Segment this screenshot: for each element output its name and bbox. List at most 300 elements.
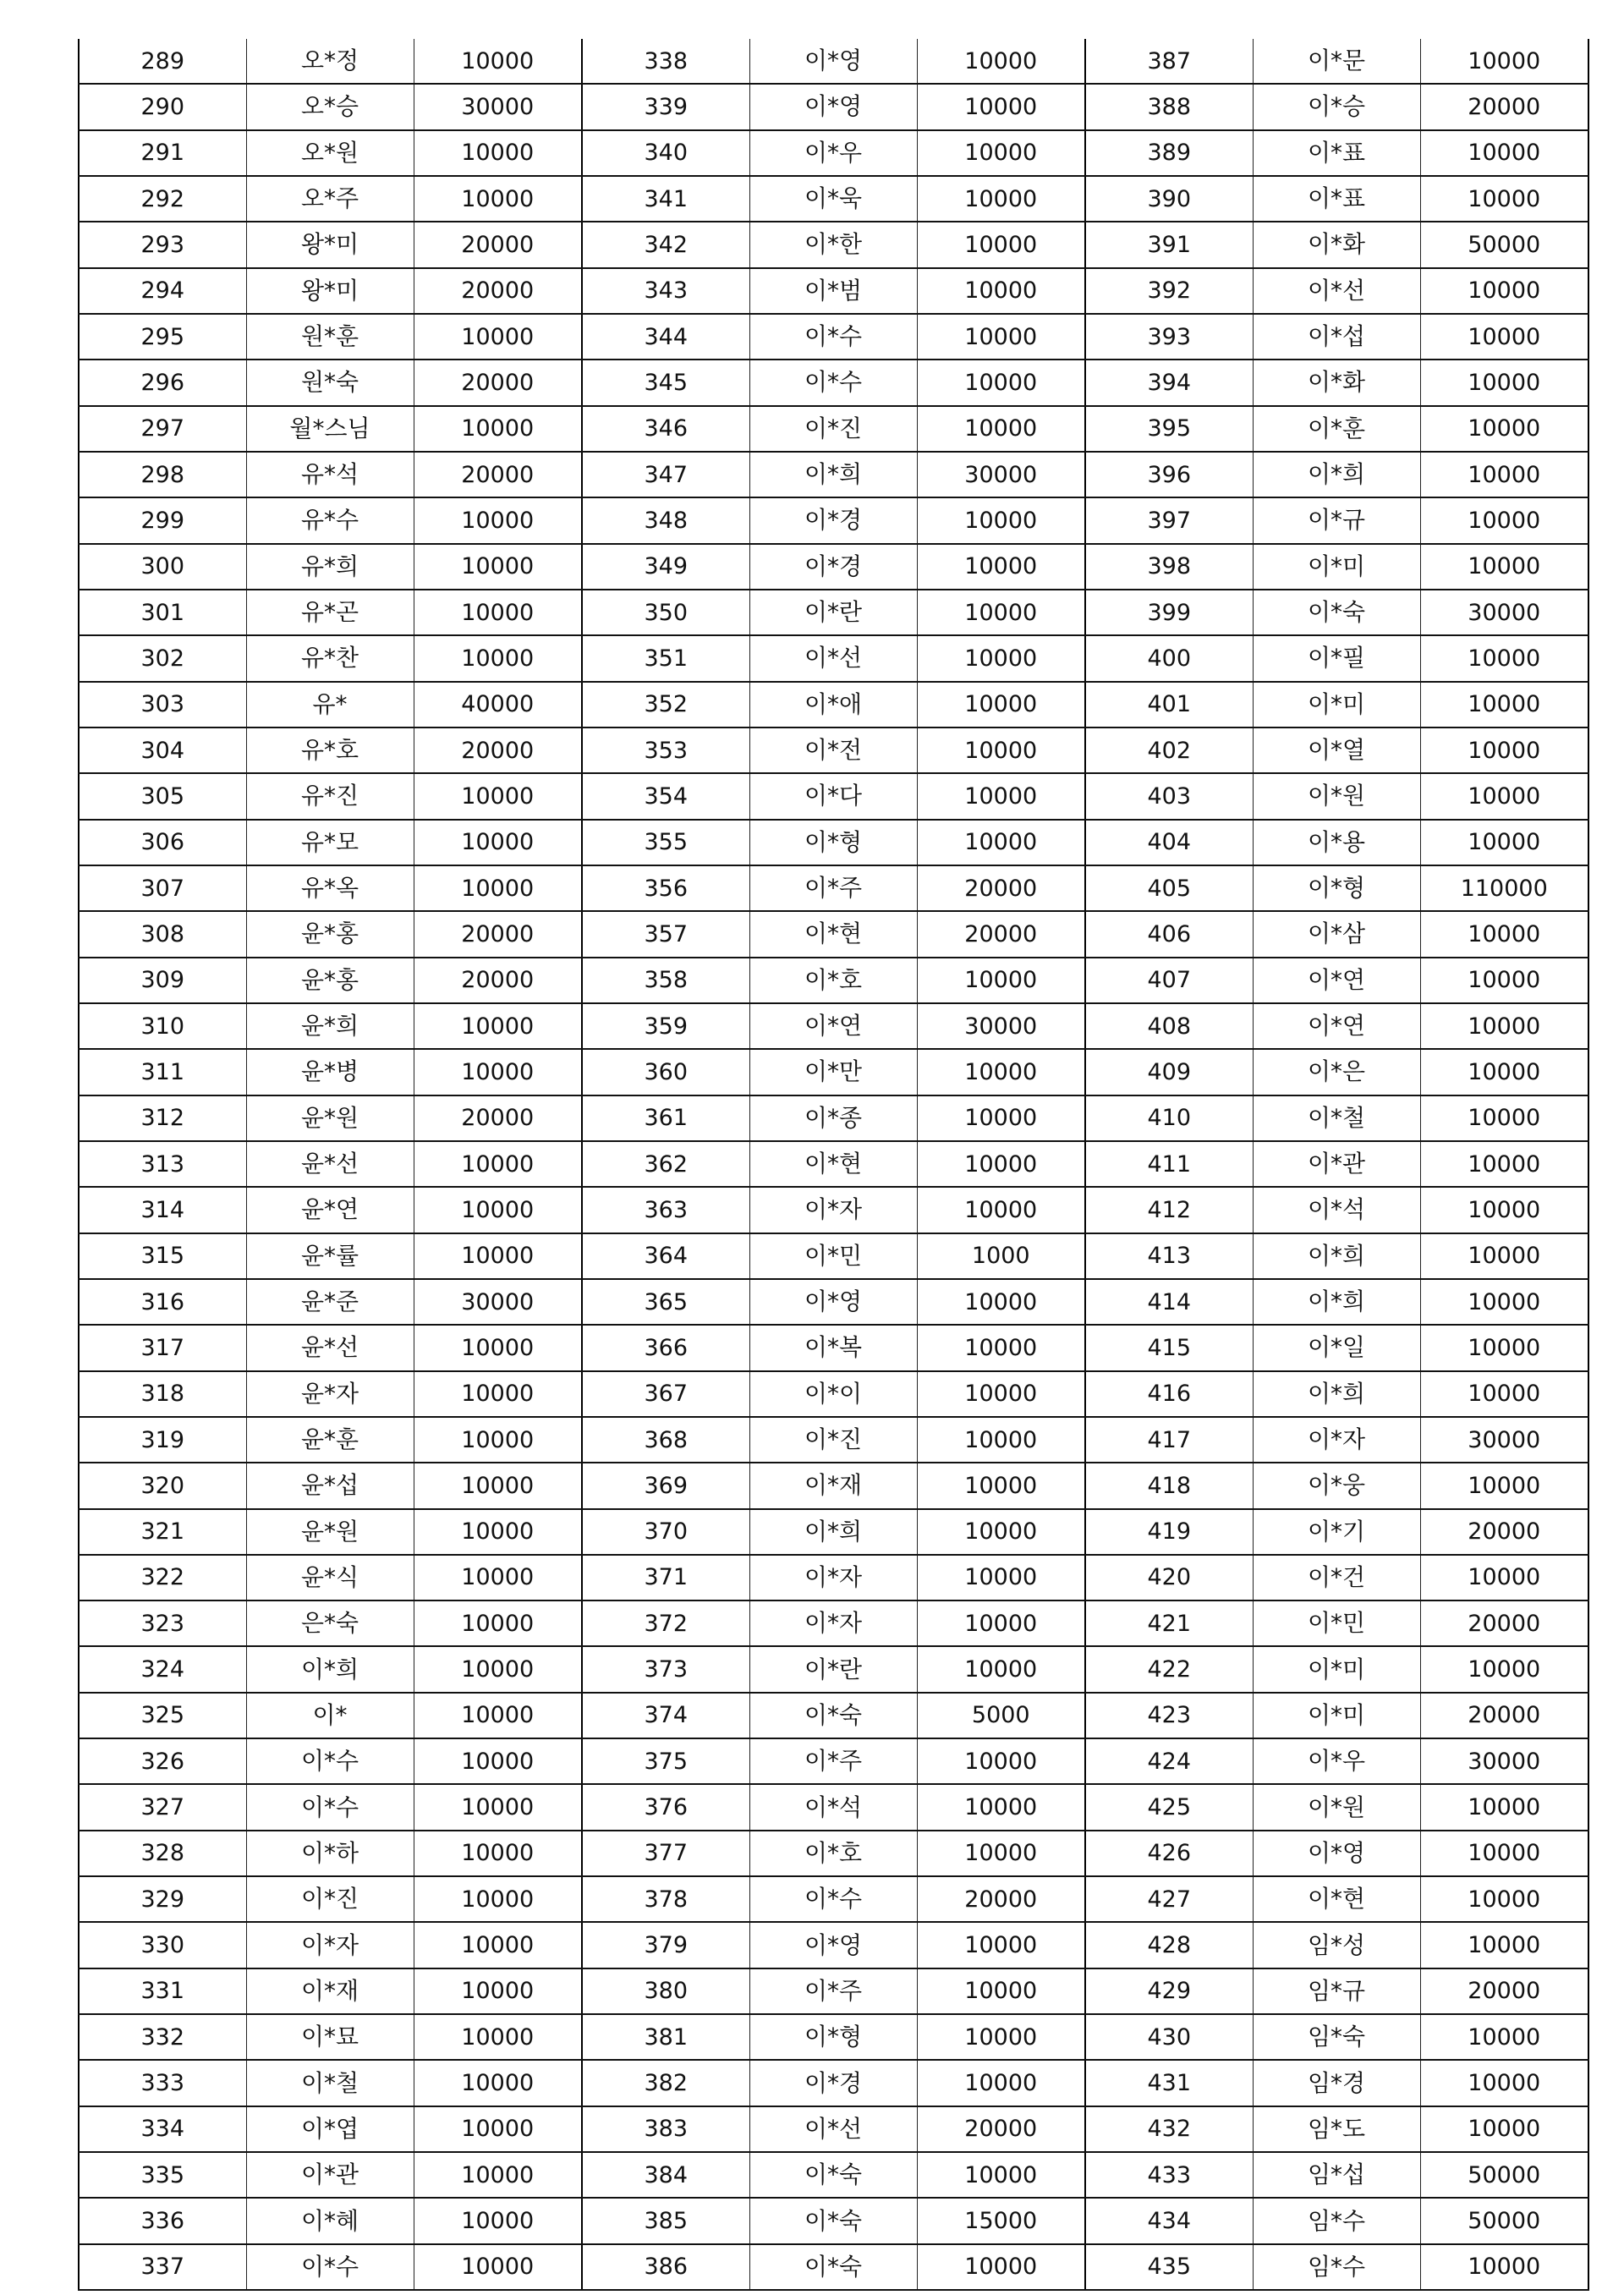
entry-number: 332 [79,2014,246,2060]
donor-name: 이*필 [1253,635,1420,681]
table-row [79,1463,1588,1508]
donation-amount: 40000 [414,682,582,727]
entry-number: 393 [1085,314,1253,360]
donor-name: 이*건 [1253,1555,1420,1600]
table-row [79,1922,1588,1968]
donation-amount: 10000 [414,39,582,84]
donation-amount: 10000 [414,1600,582,1646]
donation-amount: 10000 [414,406,582,452]
entry-number: 428 [1085,1922,1253,1968]
table-row [79,1003,1588,1049]
entry-number: 434 [1085,2198,1253,2243]
entry-number: 413 [1085,1233,1253,1279]
donor-name: 이*숙 [749,1693,917,1738]
donor-name: 이*선 [749,635,917,681]
table-row [79,1693,1588,1738]
donor-name: 이*희 [246,1646,414,1692]
donor-name: 이*한 [749,222,917,267]
donation-amount: 30000 [1420,590,1588,635]
donor-name: 이*웅 [1253,1463,1420,1508]
donor-name: 오*승 [246,84,414,129]
table-row [79,130,1588,176]
table-row [79,497,1588,543]
donation-amount: 10000 [414,820,582,865]
table-row [79,1784,1588,1830]
donor-name: 유* [246,682,414,727]
donation-amount: 10000 [917,1279,1085,1325]
entry-number: 342 [582,222,749,267]
entry-number: 339 [582,84,749,129]
donor-name: 이*영 [749,1279,917,1325]
donation-amount: 10000 [917,820,1085,865]
donor-name: 이*철 [246,2060,414,2106]
donation-amount: 10000 [1420,1325,1588,1370]
donation-amount: 10000 [1420,1646,1588,1692]
entry-number: 427 [1085,1876,1253,1922]
donor-name: 이*진 [246,1876,414,1922]
donation-amount: 10000 [917,1784,1085,1830]
donor-name: 이*미 [1253,1693,1420,1738]
entry-number: 424 [1085,1738,1253,1784]
entry-number: 302 [79,635,246,681]
entry-number: 398 [1085,544,1253,590]
table-row [79,2060,1588,2106]
donation-amount: 10000 [414,2244,582,2290]
donation-amount: 50000 [1420,2152,1588,2198]
donor-name: 이*현 [749,911,917,957]
donor-name: 이*연 [1253,1003,1420,1049]
entry-number: 304 [79,727,246,773]
donor-name: 이*민 [749,1233,917,1279]
donor-name: 이*자 [749,1187,917,1233]
entry-number: 392 [1085,268,1253,314]
donor-name: 이*석 [749,1784,917,1830]
donation-amount: 10000 [414,2060,582,2106]
donation-amount: 10000 [917,2244,1085,2290]
donation-amount: 10000 [414,1233,582,1279]
donation-amount: 10000 [414,2014,582,2060]
donation-amount: 10000 [917,544,1085,590]
donor-name: 이*규 [1253,497,1420,543]
entry-number: 344 [582,314,749,360]
donor-name: 유*석 [246,452,414,497]
entry-number: 367 [582,1371,749,1417]
donation-amount: 10000 [917,84,1085,129]
donor-name: 이*우 [749,130,917,176]
donor-name: 원*숙 [246,360,414,405]
entry-number: 354 [582,773,749,819]
donation-amount: 20000 [917,1876,1085,1922]
donation-amount: 20000 [1420,1693,1588,1738]
table-row [79,958,1588,1003]
donation-amount: 20000 [1420,1509,1588,1555]
table-row [79,1555,1588,1600]
donor-name: 윤*식 [246,1555,414,1600]
entry-number: 391 [1085,222,1253,267]
donation-amount: 10000 [414,2198,582,2243]
entry-number: 341 [582,176,749,222]
donation-amount: 10000 [1420,682,1588,727]
table-row [79,1233,1588,1279]
entry-number: 410 [1085,1095,1253,1141]
donation-amount: 10000 [1420,39,1588,84]
donation-amount: 20000 [414,1095,582,1141]
donation-amount: 10000 [917,1417,1085,1463]
entry-number: 351 [582,635,749,681]
donation-amount: 10000 [1420,176,1588,222]
entry-number: 400 [1085,635,1253,681]
donation-amount: 20000 [414,911,582,957]
donor-name: 이*선 [749,2106,917,2152]
entry-number: 421 [1085,1600,1253,1646]
donation-amount: 10000 [1420,1003,1588,1049]
donor-name: 이*재 [749,1463,917,1508]
donation-amount: 10000 [1420,958,1588,1003]
donation-amount: 10000 [1420,773,1588,819]
donor-name: 이*희 [1253,1371,1420,1417]
donor-name: 왕*미 [246,222,414,267]
entry-number: 375 [582,1738,749,1784]
donor-name: 유*찬 [246,635,414,681]
donor-name: 이*미 [1253,682,1420,727]
table-row [79,820,1588,865]
donor-name: 이*수 [749,360,917,405]
table-row [79,222,1588,267]
entry-number: 406 [1085,911,1253,957]
donor-name: 오*주 [246,176,414,222]
donor-name: 이*은 [1253,1049,1420,1095]
donor-name: 이*우 [1253,1738,1420,1784]
donor-name: 이*하 [246,1831,414,1876]
donation-amount: 10000 [1420,1049,1588,1095]
donation-amount: 10000 [1420,130,1588,176]
donor-name: 이*영 [749,1922,917,1968]
donor-name: 윤*연 [246,1187,414,1233]
donor-name: 임*섭 [1253,2152,1420,2198]
donation-amount: 10000 [917,497,1085,543]
table-row [79,452,1588,497]
donation-amount: 10000 [1420,452,1588,497]
entry-number: 411 [1085,1141,1253,1187]
entry-number: 311 [79,1049,246,1095]
table-row [79,1738,1588,1784]
donor-name: 이*미 [1253,544,1420,590]
donor-name: 이*영 [749,39,917,84]
donation-amount: 10000 [1420,1463,1588,1508]
entry-number: 313 [79,1141,246,1187]
entry-number: 380 [582,1968,749,2014]
donation-amount: 10000 [1420,911,1588,957]
donor-name: 이*화 [1253,360,1420,405]
donor-name: 이*경 [749,544,917,590]
entry-number: 373 [582,1646,749,1692]
donation-amount: 10000 [917,635,1085,681]
donor-name: 이*호 [749,958,917,1003]
table-row [79,727,1588,773]
donation-amount: 10000 [917,176,1085,222]
donation-amount: 10000 [414,1784,582,1830]
donation-amount: 10000 [414,1141,582,1187]
donation-amount: 10000 [1420,268,1588,314]
donor-name: 이*희 [749,1509,917,1555]
table-row [79,2198,1588,2243]
donor-name: 이*화 [1253,222,1420,267]
donation-amount: 10000 [1420,497,1588,543]
entry-number: 334 [79,2106,246,2152]
table-row [79,1049,1588,1095]
donation-amount: 30000 [414,84,582,129]
entry-number: 324 [79,1646,246,1692]
donor-name: 임*수 [1253,2198,1420,2243]
donor-name: 이*재 [246,1968,414,2014]
entry-number: 340 [582,130,749,176]
entry-number: 395 [1085,406,1253,452]
donor-name: 이*관 [246,2152,414,2198]
donor-name: 임*성 [1253,1922,1420,1968]
entry-number: 372 [582,1600,749,1646]
donation-amount: 10000 [1420,1831,1588,1876]
table-row [79,865,1588,911]
donor-name: 은*숙 [246,1600,414,1646]
donor-name: 이*용 [1253,820,1420,865]
donation-amount: 20000 [917,2106,1085,2152]
entry-number: 363 [582,1187,749,1233]
entry-number: 308 [79,911,246,957]
donation-amount: 15000 [917,2198,1085,2243]
entry-number: 314 [79,1187,246,1233]
donor-name: 이*혜 [246,2198,414,2243]
donation-amount: 110000 [1420,865,1588,911]
donor-name: 이*숙 [749,2198,917,2243]
donation-amount: 10000 [917,1325,1085,1370]
table-row [79,2014,1588,2060]
donation-amount: 10000 [1420,360,1588,405]
donor-name: 이*욱 [749,176,917,222]
donor-name: 이*원 [1253,773,1420,819]
entry-number: 418 [1085,1463,1253,1508]
entry-number: 349 [582,544,749,590]
donation-amount: 10000 [414,130,582,176]
entry-number: 343 [582,268,749,314]
donor-name: 이*문 [1253,39,1420,84]
donation-amount: 10000 [1420,635,1588,681]
donor-name: 이*영 [1253,1831,1420,1876]
donation-amount: 10000 [414,1187,582,1233]
table-row [79,1646,1588,1692]
entry-number: 301 [79,590,246,635]
entry-number: 365 [582,1279,749,1325]
donation-amount: 20000 [917,911,1085,957]
donor-name: 이*묘 [246,2014,414,2060]
donor-name: 이* [246,1693,414,1738]
entry-number: 333 [79,2060,246,2106]
donation-amount: 10000 [1420,1141,1588,1187]
donor-name: 윤*원 [246,1509,414,1555]
donation-amount: 10000 [917,958,1085,1003]
donation-amount: 10000 [917,406,1085,452]
donation-amount: 20000 [1420,84,1588,129]
donation-amount: 10000 [414,1003,582,1049]
entry-number: 330 [79,1922,246,1968]
donation-amount: 10000 [917,1968,1085,2014]
entry-number: 331 [79,1968,246,2014]
entry-number: 374 [582,1693,749,1738]
donation-amount: 10000 [1420,1784,1588,1830]
entry-number: 388 [1085,84,1253,129]
donor-name: 왕*미 [246,268,414,314]
donation-amount: 10000 [1420,820,1588,865]
donation-amount: 10000 [1420,1555,1588,1600]
entry-number: 346 [582,406,749,452]
entry-number: 315 [79,1233,246,1279]
donor-name: 이*수 [749,314,917,360]
entry-number: 355 [582,820,749,865]
entry-number: 376 [582,1784,749,1830]
entry-number: 325 [79,1693,246,1738]
donor-name: 이*다 [749,773,917,819]
entry-number: 401 [1085,682,1253,727]
donation-amount: 30000 [917,452,1085,497]
donation-amount: 10000 [1420,406,1588,452]
donor-name: 이*란 [749,590,917,635]
donor-name: 오*원 [246,130,414,176]
donation-amount: 10000 [917,2060,1085,2106]
donor-table-body [79,39,1588,2290]
entry-number: 358 [582,958,749,1003]
donor-name: 이*경 [749,2060,917,2106]
entry-number: 382 [582,2060,749,2106]
donation-amount: 20000 [1420,1968,1588,2014]
donor-name: 이*일 [1253,1325,1420,1370]
donor-name: 이*수 [246,1738,414,1784]
donation-amount: 10000 [414,1417,582,1463]
donor-name: 이*희 [1253,1279,1420,1325]
entry-number: 303 [79,682,246,727]
donation-amount: 30000 [1420,1417,1588,1463]
donor-name: 이*자 [1253,1417,1420,1463]
donor-name: 이*만 [749,1049,917,1095]
entry-number: 360 [582,1049,749,1095]
donor-name: 이*현 [749,1141,917,1187]
table-row [79,176,1588,222]
entry-number: 321 [79,1509,246,1555]
entry-number: 389 [1085,130,1253,176]
donor-name: 유*곤 [246,590,414,635]
donor-name: 이*경 [749,497,917,543]
entry-number: 435 [1085,2244,1253,2290]
table-row [79,1371,1588,1417]
entry-number: 426 [1085,1831,1253,1876]
entry-number: 317 [79,1325,246,1370]
donation-amount: 10000 [917,1187,1085,1233]
donation-amount: 10000 [917,130,1085,176]
donation-amount: 10000 [1420,1371,1588,1417]
donor-name: 오*정 [246,39,414,84]
donor-name: 이*호 [749,1831,917,1876]
table-row [79,1831,1588,1876]
entry-number: 347 [582,452,749,497]
donation-amount: 20000 [414,268,582,314]
donation-amount: 10000 [917,1095,1085,1141]
donor-name: 이*자 [749,1600,917,1646]
table-row [79,1876,1588,1922]
entry-number: 356 [582,865,749,911]
entry-number: 337 [79,2244,246,2290]
donation-amount: 1000 [917,1233,1085,1279]
donor-name: 윤*원 [246,1095,414,1141]
entry-number: 353 [582,727,749,773]
donation-amount: 10000 [917,1463,1085,1508]
donation-amount: 10000 [414,1049,582,1095]
donor-name: 유*수 [246,497,414,543]
table-row [79,1417,1588,1463]
donor-name: 윤*준 [246,1279,414,1325]
entry-number: 368 [582,1417,749,1463]
donation-amount: 10000 [414,1325,582,1370]
donor-name: 이*미 [1253,1646,1420,1692]
donation-amount: 20000 [414,360,582,405]
donor-name: 유*모 [246,820,414,865]
entry-number: 369 [582,1463,749,1508]
entry-number: 381 [582,2014,749,2060]
entry-number: 335 [79,2152,246,2198]
donor-name: 임*규 [1253,1968,1420,2014]
donor-name: 월*스님 [246,406,414,452]
donor-name: 이*형 [1253,865,1420,911]
entry-number: 361 [582,1095,749,1141]
donor-name: 윤*섭 [246,1463,414,1508]
donor-name: 이*관 [1253,1141,1420,1187]
donation-amount: 10000 [414,1555,582,1600]
donation-amount: 10000 [917,1738,1085,1784]
donation-amount: 10000 [1420,2014,1588,2060]
donor-name: 임*수 [1253,2244,1420,2290]
entry-number: 412 [1085,1187,1253,1233]
donor-name: 이*엽 [246,2106,414,2152]
entry-number: 309 [79,958,246,1003]
donation-amount: 10000 [414,590,582,635]
entry-number: 364 [582,1233,749,1279]
entry-number: 420 [1085,1555,1253,1600]
donation-amount: 10000 [414,1831,582,1876]
table-row [79,773,1588,819]
donor-name: 이*애 [749,682,917,727]
donation-amount: 20000 [1420,1600,1588,1646]
donor-name: 이*현 [1253,1876,1420,1922]
table-row [79,1279,1588,1325]
donor-name: 윤*률 [246,1233,414,1279]
entry-number: 345 [582,360,749,405]
donation-amount: 20000 [414,727,582,773]
donor-name: 이*주 [749,1738,917,1784]
entry-number: 384 [582,2152,749,2198]
entry-number: 291 [79,130,246,176]
donor-name: 이*숙 [1253,590,1420,635]
donor-name: 이*표 [1253,130,1420,176]
donor-name: 유*희 [246,544,414,590]
entry-number: 379 [582,1922,749,1968]
donation-amount: 10000 [414,1646,582,1692]
entry-number: 294 [79,268,246,314]
donor-name: 이*삼 [1253,911,1420,957]
donor-name: 이*수 [749,1876,917,1922]
donation-amount: 10000 [414,1876,582,1922]
donor-name: 이*기 [1253,1509,1420,1555]
entry-number: 416 [1085,1371,1253,1417]
donation-amount: 10000 [1420,2244,1588,2290]
donor-name: 이*영 [749,84,917,129]
donor-name: 원*훈 [246,314,414,360]
